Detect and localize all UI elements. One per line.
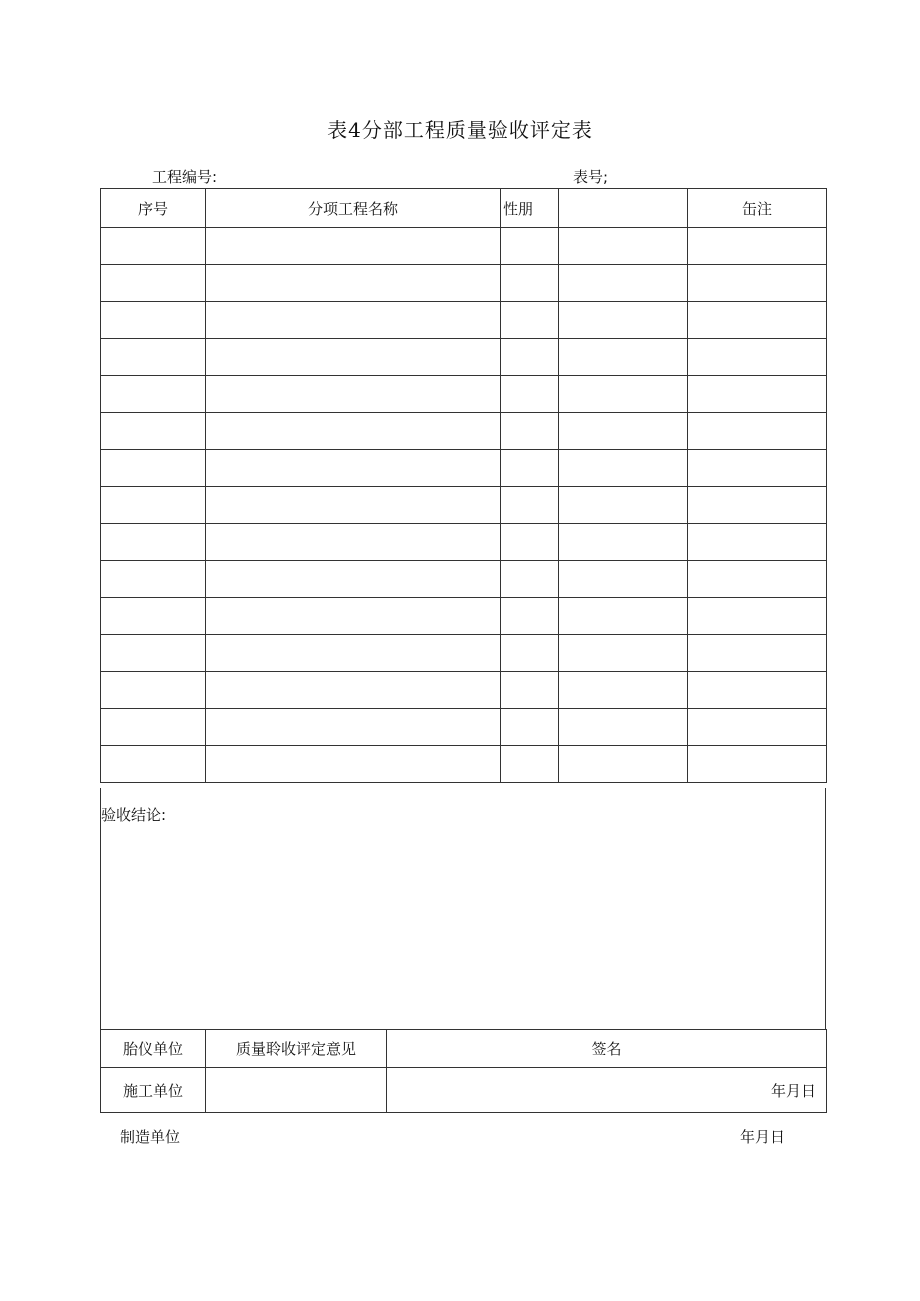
col-header-item-name: 分项工程名称 bbox=[206, 189, 501, 228]
cell-item-name[interactable] bbox=[206, 672, 501, 709]
cell-blank[interactable] bbox=[559, 228, 688, 265]
items-table bbox=[100, 188, 827, 783]
cell-index[interactable] bbox=[101, 339, 206, 376]
cell-index[interactable] bbox=[101, 598, 206, 635]
construction-unit-label: 施工单位 bbox=[101, 1068, 206, 1113]
table-row bbox=[101, 487, 827, 524]
cell-index[interactable] bbox=[101, 228, 206, 265]
cell-blank[interactable] bbox=[559, 561, 688, 598]
signoff-header-row bbox=[101, 1030, 827, 1068]
cell-blank[interactable] bbox=[559, 339, 688, 376]
cell-blank[interactable] bbox=[559, 265, 688, 302]
cell-remarks[interactable] bbox=[688, 746, 827, 783]
table-row bbox=[101, 413, 827, 450]
cell-blank[interactable] bbox=[559, 413, 688, 450]
cell-blank[interactable] bbox=[559, 524, 688, 561]
cell-blank[interactable] bbox=[559, 302, 688, 339]
cell-item-name[interactable] bbox=[206, 487, 501, 524]
cell-remarks[interactable] bbox=[688, 376, 827, 413]
construction-date: 年月日 bbox=[387, 1068, 827, 1113]
cell-property[interactable] bbox=[501, 561, 559, 598]
project-number-label: 工程编号: bbox=[152, 168, 218, 186]
cell-property[interactable] bbox=[501, 228, 559, 265]
cell-item-name[interactable] bbox=[206, 450, 501, 487]
table-row bbox=[101, 339, 827, 376]
cell-remarks[interactable] bbox=[688, 302, 827, 339]
table-row bbox=[101, 524, 827, 561]
cell-item-name[interactable] bbox=[206, 635, 501, 672]
table-row bbox=[101, 228, 827, 265]
cell-blank[interactable] bbox=[559, 709, 688, 746]
conclusion-box bbox=[100, 788, 826, 1030]
cell-index[interactable] bbox=[101, 376, 206, 413]
cell-index[interactable] bbox=[101, 672, 206, 709]
cell-property[interactable] bbox=[501, 672, 559, 709]
cell-property[interactable] bbox=[501, 265, 559, 302]
cell-remarks[interactable] bbox=[688, 672, 827, 709]
cell-item-name[interactable] bbox=[206, 561, 501, 598]
manufacturer-unit-label: 制造单位 bbox=[120, 1128, 181, 1146]
cell-property[interactable] bbox=[501, 746, 559, 783]
cell-blank[interactable] bbox=[559, 598, 688, 635]
cell-property[interactable] bbox=[501, 413, 559, 450]
cell-index[interactable] bbox=[101, 635, 206, 672]
cell-blank[interactable] bbox=[559, 450, 688, 487]
signoff-header-opinion: 质量聆收评定意见 bbox=[206, 1030, 387, 1068]
cell-index[interactable] bbox=[101, 709, 206, 746]
cell-index[interactable] bbox=[101, 746, 206, 783]
col-header-property: 性朋 bbox=[501, 189, 559, 228]
col-header-blank bbox=[559, 189, 688, 228]
table-row bbox=[101, 561, 827, 598]
form-number-label: 表号; bbox=[573, 168, 609, 186]
table-row bbox=[101, 709, 827, 746]
col-header-remarks: 缶注 bbox=[688, 189, 827, 228]
cell-property[interactable] bbox=[501, 450, 559, 487]
cell-index[interactable] bbox=[101, 265, 206, 302]
cell-index[interactable] bbox=[101, 302, 206, 339]
cell-item-name[interactable] bbox=[206, 228, 501, 265]
cell-property[interactable] bbox=[501, 524, 559, 561]
col-header-index: 序号 bbox=[101, 189, 206, 228]
cell-property[interactable] bbox=[501, 709, 559, 746]
cell-item-name[interactable] bbox=[206, 339, 501, 376]
cell-remarks[interactable] bbox=[688, 413, 827, 450]
cell-blank[interactable] bbox=[559, 487, 688, 524]
cell-property[interactable] bbox=[501, 302, 559, 339]
manufacturer-date: 年月日 bbox=[740, 1128, 786, 1146]
cell-item-name[interactable] bbox=[206, 598, 501, 635]
cell-blank[interactable] bbox=[559, 376, 688, 413]
cell-index[interactable] bbox=[101, 487, 206, 524]
table-row bbox=[101, 746, 827, 783]
conclusion-label: 验收结论: bbox=[101, 806, 167, 824]
cell-index[interactable] bbox=[101, 561, 206, 598]
table-row bbox=[101, 672, 827, 709]
cell-property[interactable] bbox=[501, 487, 559, 524]
cell-property[interactable] bbox=[501, 635, 559, 672]
cell-remarks[interactable] bbox=[688, 450, 827, 487]
cell-blank[interactable] bbox=[559, 635, 688, 672]
table-header-row bbox=[101, 189, 827, 228]
cell-blank[interactable] bbox=[559, 672, 688, 709]
cell-item-name[interactable] bbox=[206, 265, 501, 302]
signoff-header-signature: 签名 bbox=[387, 1030, 827, 1068]
cell-item-name[interactable] bbox=[206, 709, 501, 746]
cell-remarks[interactable] bbox=[688, 598, 827, 635]
cell-remarks[interactable] bbox=[688, 487, 827, 524]
cell-remarks[interactable] bbox=[688, 524, 827, 561]
cell-blank[interactable] bbox=[559, 746, 688, 783]
table-row bbox=[101, 265, 827, 302]
construction-opinion-cell[interactable] bbox=[206, 1068, 387, 1113]
cell-remarks[interactable] bbox=[688, 265, 827, 302]
table-row bbox=[101, 635, 827, 672]
table-row bbox=[101, 302, 827, 339]
table-row bbox=[101, 598, 827, 635]
cell-remarks[interactable] bbox=[688, 228, 827, 265]
cell-remarks[interactable] bbox=[688, 339, 827, 376]
cell-item-name[interactable] bbox=[206, 302, 501, 339]
cell-remarks[interactable] bbox=[688, 709, 827, 746]
table-row bbox=[101, 450, 827, 487]
cell-property[interactable] bbox=[501, 339, 559, 376]
signoff-table bbox=[100, 1029, 827, 1113]
cell-index[interactable] bbox=[101, 524, 206, 561]
cell-index[interactable] bbox=[101, 450, 206, 487]
cell-item-name[interactable] bbox=[206, 376, 501, 413]
cell-item-name[interactable] bbox=[206, 746, 501, 783]
form-title: 表4分部工程质量验收评定表 bbox=[327, 118, 593, 142]
cell-property[interactable] bbox=[501, 376, 559, 413]
cell-item-name[interactable] bbox=[206, 413, 501, 450]
cell-item-name[interactable] bbox=[206, 524, 501, 561]
cell-index[interactable] bbox=[101, 413, 206, 450]
table-row bbox=[101, 376, 827, 413]
signoff-header-unit: 胎仪单位 bbox=[101, 1030, 206, 1068]
signoff-construction-row bbox=[101, 1068, 827, 1113]
cell-remarks[interactable] bbox=[688, 561, 827, 598]
cell-remarks[interactable] bbox=[688, 635, 827, 672]
cell-property[interactable] bbox=[501, 598, 559, 635]
